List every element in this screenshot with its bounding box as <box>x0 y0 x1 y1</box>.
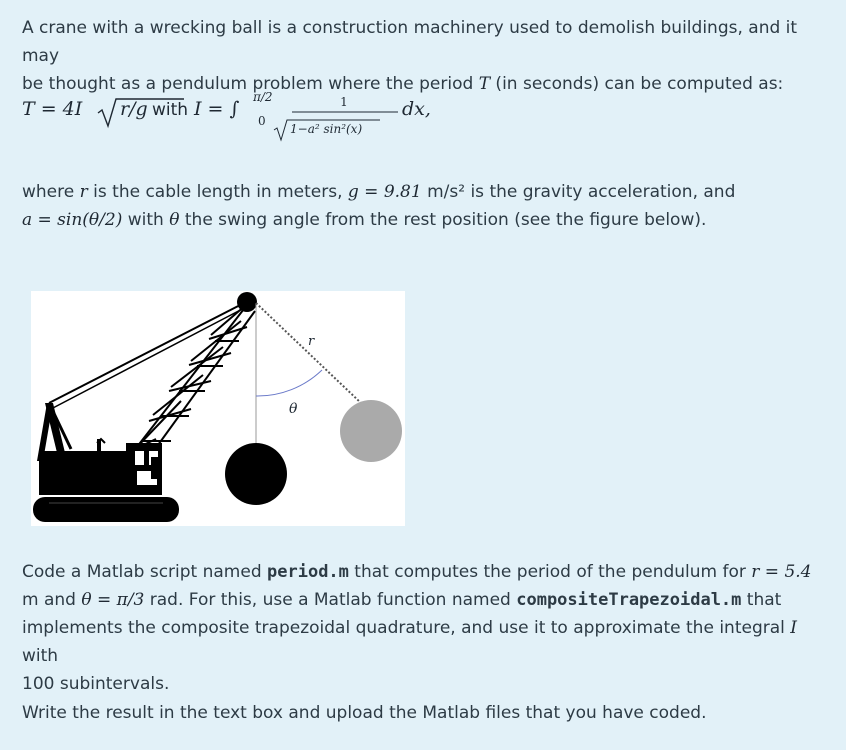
task-text-8: 100 subintervals. <box>22 674 170 694</box>
swung-cable <box>256 303 361 403</box>
script-filename: period.m <box>267 562 349 582</box>
task-text-1: Code a Matlab script named <box>22 562 268 582</box>
task-paragraph <box>22 558 822 698</box>
angle-arc <box>256 370 322 396</box>
final-instruction-text: Write the result in the text box and upload the Matlab files that you have coded. <box>22 703 707 723</box>
r-label: r <box>308 334 315 349</box>
task-text-2: that computes the period of the pendulum for <box>348 562 752 582</box>
fraction-denominator: 1−a² sin²(x) <box>290 122 363 136</box>
period-formula <box>22 90 522 146</box>
theta-variable: θ <box>169 210 180 230</box>
crane-figure <box>31 291 405 526</box>
where-text: where <box>22 182 80 202</box>
intro-line-1: A crane with a wrecking ball is a construction machinery used to demolish buildings, and it may <box>22 18 798 66</box>
formula-dx: dx, <box>402 98 431 120</box>
period-variable: T <box>478 74 491 94</box>
stay-cable-1 <box>49 301 248 403</box>
fraction-numerator: 1 <box>340 95 348 109</box>
lattice-boom <box>126 305 255 463</box>
task-text-3: m and <box>22 590 82 610</box>
wrecking-ball-rest <box>225 443 287 505</box>
task-text-7: with <box>22 646 59 666</box>
integral-upper-limit: π/2 <box>253 90 273 104</box>
intro-paragraph <box>22 14 822 98</box>
task-text-6: implements the composite trapezoidal quadrature, and use it to approximate the integral <box>22 618 791 638</box>
intro-line-2-text: be thought as a pendulum problem where the period <box>22 74 479 94</box>
final-instruction <box>22 699 822 727</box>
integral-lower-limit: 0 <box>258 114 266 128</box>
theta-label: θ <box>289 401 298 417</box>
r-variable: r <box>79 182 88 202</box>
gravity-text: m/s² is the gravity acceleration, and <box>421 182 736 202</box>
task-text-4: rad. For this, use a Matlab function named <box>144 590 517 610</box>
sqrt-content: r/g <box>120 98 148 120</box>
cable-length-text: is the cable length in meters, <box>87 182 348 202</box>
integrand-fraction <box>290 94 398 110</box>
crane-illustration <box>31 291 405 526</box>
gravity-value: g = 9.81 <box>347 182 422 202</box>
wrecking-ball-swung <box>340 400 402 462</box>
integral-variable: I <box>790 618 797 638</box>
function-filename: compositeTrapezoidal.m <box>516 590 742 610</box>
integral-definition: I = ∫ <box>194 98 240 120</box>
formula-lhs: T = 4I <box>22 98 83 120</box>
intro-line-2-tail: (in seconds) can be computed as: <box>490 74 784 94</box>
swing-angle-text: the swing angle from the rest position (see the figure below). <box>179 210 707 230</box>
boom-tip-pulley <box>237 292 257 312</box>
r-value: r = 5.4 <box>751 562 812 582</box>
task-text-5: that <box>741 590 782 610</box>
a-definition: a = sin(θ/2) <box>22 210 123 230</box>
with-text: with <box>122 210 170 230</box>
formula-with-text: with <box>152 100 189 120</box>
definitions-paragraph <box>22 178 822 234</box>
theta-value: θ = π/3 <box>81 590 145 610</box>
